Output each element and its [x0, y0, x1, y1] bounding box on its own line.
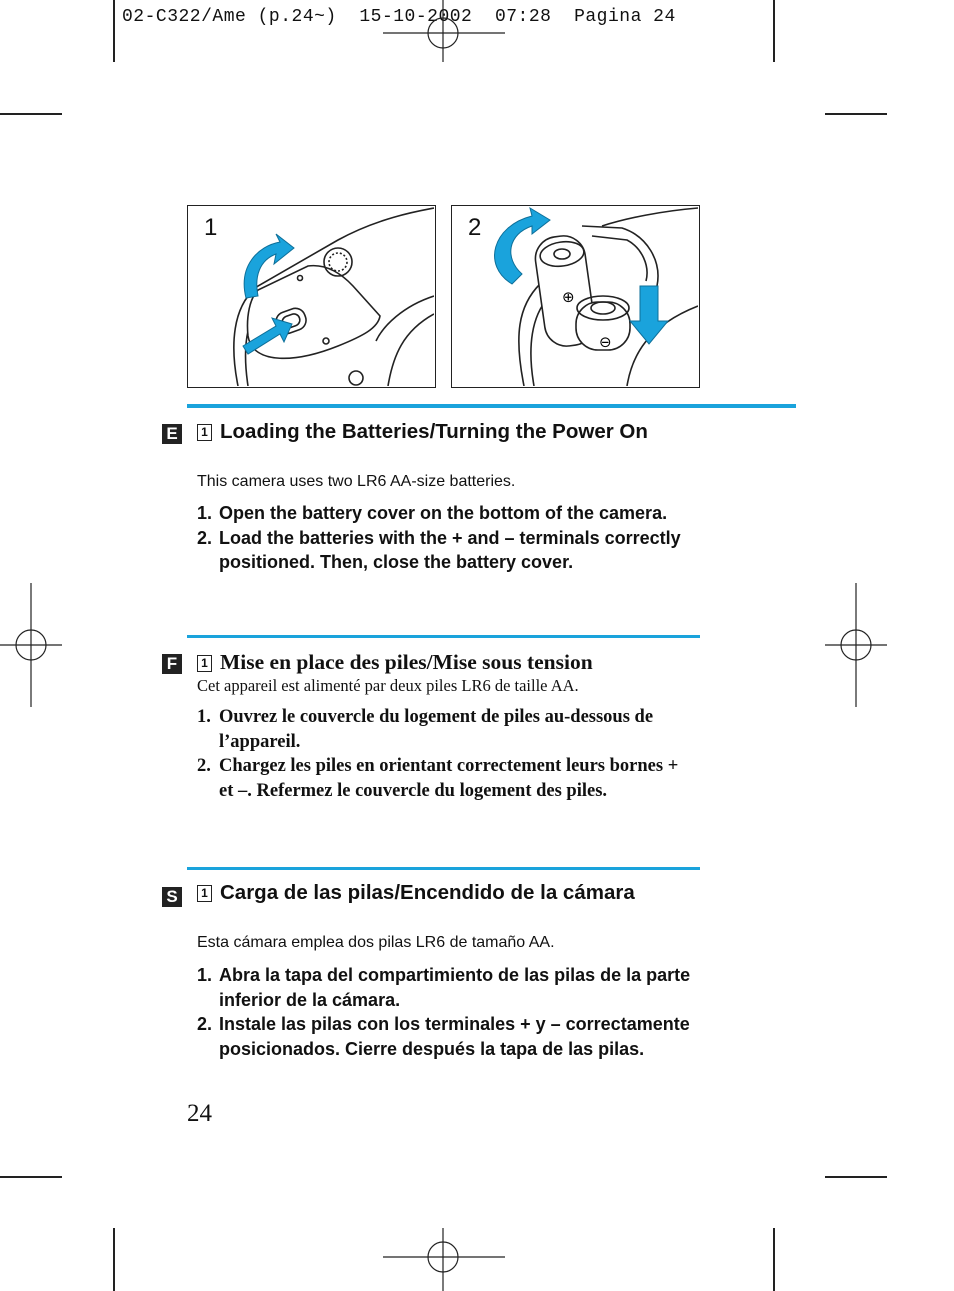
language-badge-spanish: S	[162, 887, 182, 907]
list-item: 2. Load the batteries with the + and – terminals correctly positioned. Then, close the battery cover.	[197, 527, 681, 572]
intro-french: Cet appareil est alimenté par deux piles LR6 de taille AA.	[197, 676, 579, 695]
section-title-french	[197, 649, 697, 676]
intro-spanish: Esta cámara emplea dos pilas LR6 de tamaño AA.	[197, 934, 555, 951]
figure-number: 1	[204, 214, 218, 241]
step-marker: 1	[197, 424, 212, 441]
section-rule-spanish	[187, 867, 700, 870]
plus-terminal-label: ⊕	[562, 288, 575, 306]
battery-loading-illustration	[452, 206, 698, 386]
language-badge-french: F	[162, 654, 182, 674]
minus-terminal-label: ⊖	[599, 333, 612, 351]
list-item: 2. Chargez les piles en orientant correctement leurs bornes + et –. Refermez le couvercle du logement des piles.	[197, 756, 679, 801]
figure-number: 2	[468, 214, 482, 241]
section-title-english	[197, 418, 697, 445]
print-slug: 02-C322/Ame (p.24~) 15-10-2002 07:28 Pagina 24	[122, 7, 676, 27]
section-title-spanish	[197, 879, 637, 906]
title-text: Mise en place des piles/Mise sous tension	[220, 650, 593, 674]
intro-english: This camera uses two LR6 AA-size batteries.	[197, 473, 516, 490]
step-marker: 1	[197, 885, 212, 902]
list-item: 1. Abra la tapa del compartimiento de las pilas de la parte inferior de la cámara.	[197, 965, 691, 1010]
camera-bottom-illustration	[188, 206, 434, 386]
figure-open-battery-cover	[187, 205, 436, 388]
section-rule-english	[187, 404, 796, 408]
page-number: 24	[187, 1100, 212, 1127]
list-item: 1. Ouvrez le couvercle du logement de piles au-dessous de l’appareil.	[197, 707, 654, 752]
figure-load-batteries	[451, 205, 700, 388]
steps-english	[197, 501, 697, 575]
list-item: 2. Instale las pilas con los terminales + y – correctamente posicionados. Cierre después la tapa de las pilas.	[197, 1014, 690, 1059]
steps-spanish	[197, 963, 697, 1061]
title-text: Carga de las pilas/Encendido de la cámara	[220, 881, 635, 904]
language-badge-english: E	[162, 424, 182, 444]
steps-french	[197, 705, 697, 803]
title-text: Loading the Batteries/Turning the Power On	[220, 420, 648, 443]
step-marker: 1	[197, 655, 212, 672]
list-item: 1. Open the battery cover on the bottom of the camera.	[197, 503, 668, 523]
section-rule-french	[187, 635, 700, 638]
